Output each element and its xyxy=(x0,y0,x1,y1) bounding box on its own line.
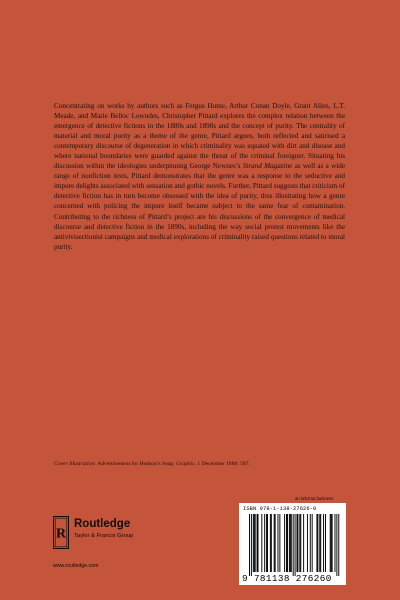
barcode-bar xyxy=(307,514,308,572)
barcode-bar xyxy=(289,514,290,572)
barcode-bar xyxy=(266,514,267,572)
barcode-bar xyxy=(325,514,326,572)
barcode-bar xyxy=(258,514,259,572)
svg-text:R: R xyxy=(55,526,67,542)
barcode-bar xyxy=(286,514,287,572)
barcode-bar xyxy=(291,514,292,572)
barcode-bar xyxy=(271,514,272,572)
barcode-bar xyxy=(331,514,332,572)
barcode-bar xyxy=(290,514,291,572)
barcode-bar xyxy=(267,514,268,572)
publisher-subtitle: Taylor & Francis Group xyxy=(74,533,134,539)
barcode-bar xyxy=(278,514,279,572)
cover-illustration-text-b: , 1 December 1888: 587. xyxy=(194,461,250,467)
blurb-text-part1: Concentrating on works by authors such as Fergus Hume, Arthur Conan Doyle, Grant Allen, L.T. Meade, and Marie Belloc Lowndes, Christopher Pittard explores the complex relation between the emergence of detective fictions in the 1880s and 1890s and the concept of purity. The centrality of material and moral purity as a theme of the genre, Pittard argues, both reflected and satirised a contemporary discourse of degeneration in which criminality was equated with dirt and disease and where national boundaries were guarded against the threat of the criminal foreigner. Situating his discussion within the ideologies underpinning George Newnes’s xyxy=(54,102,345,171)
blurb-magazine-title: Strand Magazine xyxy=(242,162,293,171)
barcode-bar xyxy=(295,514,296,576)
cover-illustration-publication: Graphic xyxy=(175,461,195,467)
barcode-bar xyxy=(261,514,262,572)
barcode-bar xyxy=(284,514,285,572)
barcode-bar xyxy=(317,514,318,572)
barcode-bar xyxy=(310,514,311,572)
barcode-bar xyxy=(257,514,258,572)
barcode-bar xyxy=(264,514,265,572)
barcode-bar xyxy=(279,514,280,572)
informa-business-tag: an informa business xyxy=(295,496,334,501)
barcode-bar xyxy=(335,514,336,572)
publisher-name: Routledge xyxy=(74,518,131,530)
cover-illustration-text-a: Advertisement for Hudson’s Soap, xyxy=(96,461,176,467)
barcode-bar xyxy=(320,514,321,572)
cover-illustration-credit xyxy=(54,460,354,468)
barcode-bar xyxy=(287,514,288,572)
barcode-bar xyxy=(299,514,300,572)
isbn-barcode xyxy=(239,503,346,585)
blurb-text-part3: as well as a wide range of nonfiction texts, Pittard demonstrates that the genre was a response to the seductive and impure delights associated with sensation and gothic novels. Further, Pittard suggests that criticism of detective fiction has in turn become obsessed with the idea of purity, thus illustrating how a genre concerned with policing the impure itself became subject to the same fear of contamination. Contributing to the richness of Pittard’s project are his discussions of the convergence of medical discourse and detective fiction in the 1890s, including the way social protest movements like the antivivisectionist campaigns and medical explorations of criminality raised questions related to moral purity. xyxy=(54,162,345,251)
barcode-bar xyxy=(275,514,276,572)
barcode-bar xyxy=(300,514,301,572)
routledge-logo-icon xyxy=(53,516,69,549)
barcode-bar xyxy=(270,514,271,572)
barcode-bar xyxy=(297,514,298,572)
barcode-bar xyxy=(319,514,320,572)
cover-illustration-label: Cover Illustration: xyxy=(54,461,97,467)
barcode-bar xyxy=(330,514,331,572)
barcode-bar xyxy=(254,514,255,572)
barcode-bar xyxy=(255,514,256,572)
barcode-bar xyxy=(323,514,324,572)
barcode-bar xyxy=(336,514,337,576)
barcode-bar xyxy=(293,514,294,576)
barcode-bar xyxy=(312,514,313,572)
barcode-bar xyxy=(303,514,304,572)
barcode-bar xyxy=(316,514,317,572)
publisher-block xyxy=(53,515,163,577)
publisher-url[interactable]: www.routledge.com xyxy=(53,563,99,569)
back-cover-blurb xyxy=(54,101,345,252)
barcode-bar xyxy=(297,514,298,572)
barcode-bar xyxy=(251,514,252,576)
isbn-label: ISBN 978-1-138-27626-0 xyxy=(243,506,317,512)
barcode-bar xyxy=(338,514,339,576)
barcode-bar xyxy=(249,514,250,576)
barcode-bar xyxy=(253,514,254,572)
barcode-bar xyxy=(332,514,333,572)
barcode-digits: 9 781138 276260 xyxy=(242,573,332,584)
barcode-bar xyxy=(274,514,275,572)
